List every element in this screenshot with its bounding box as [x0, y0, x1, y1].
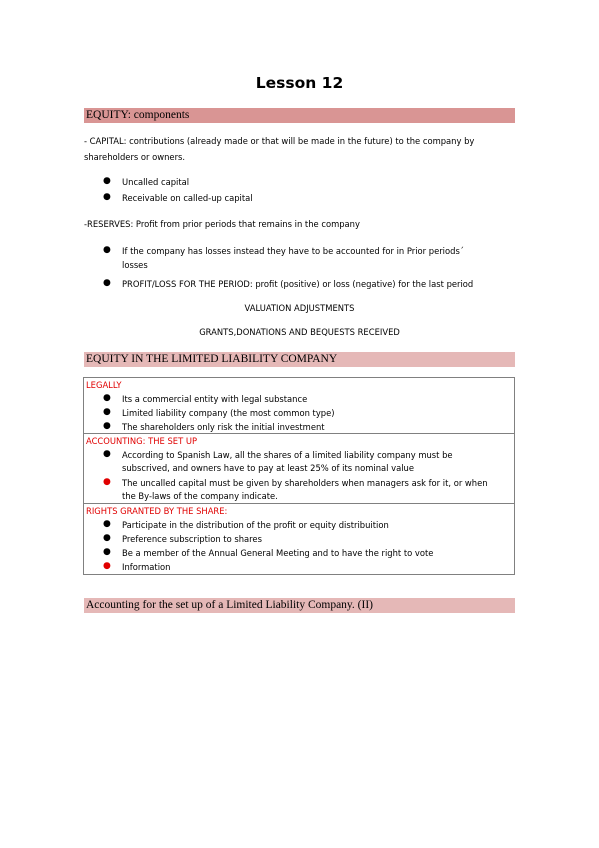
page-title: Lesson 12: [255, 74, 344, 92]
table-item: Limited liability company (the most common type): [122, 408, 335, 418]
bullet-icon: ●: [103, 561, 111, 571]
capital-item: Receivable on called-up capital: [122, 193, 253, 203]
table-item: Information: [122, 562, 171, 572]
capital-text-line1: - CAPITAL: contributions (already made or that will be made in the future) to the company by: [84, 136, 475, 146]
bullet-icon: ●: [103, 477, 111, 487]
table-item: Preference subscription to shares: [122, 534, 262, 544]
capital-item: Uncalled capital: [122, 177, 190, 187]
table-item: Be a member of the Annual General Meeting and to have the right to vote: [122, 548, 434, 558]
table-item: The shareholders only risk the initial investment: [122, 422, 325, 432]
bullet-icon: ●: [103, 449, 111, 459]
valuation-adjustments: VALUATION ADJUSTMENTS: [244, 303, 355, 313]
section-heading-equity-components: EQUITY: components: [84, 108, 515, 123]
bullet-icon: ●: [103, 407, 111, 417]
reserves-item-line2: losses: [122, 260, 148, 270]
table-divider: [83, 503, 515, 504]
table-label-accounting: ACCOUNTING: THE SET UP: [86, 436, 198, 446]
bullet-icon: ●: [103, 245, 111, 255]
table-item-line2: the By-laws of the company indicate.: [122, 491, 278, 501]
table-label-legally: LEGALLY: [86, 380, 122, 390]
bullet-icon: ●: [103, 421, 111, 431]
bullet-icon: ●: [103, 519, 111, 529]
bullet-icon: ●: [103, 278, 111, 288]
bullet-icon: ●: [103, 393, 111, 403]
section-heading-accounting-setup: Accounting for the set up of a Limited Liability Company. (II): [84, 598, 515, 613]
table-label-rights: RIGHTS GRANTED BY THE SHARE:: [86, 506, 228, 516]
table-item: Participate in the distribution of the profit or equity distribuition: [122, 520, 389, 530]
table-item-line1: According to Spanish Law, all the shares of a limited liability company must be: [122, 450, 453, 460]
reserves-text: -RESERVES: Profit from prior periods that remains in the company: [84, 219, 360, 229]
bullet-icon: ●: [103, 547, 111, 557]
reserves-item-profit-loss: PROFIT/LOSS FOR THE PERIOD: profit (positive) or loss (negative) for the last period: [122, 279, 474, 289]
section-heading-limited-liability: EQUITY IN THE LIMITED LIABILITY COMPANY: [84, 352, 515, 367]
table-item-line1: The uncalled capital must be given by shareholders when managers ask for it, or when: [122, 478, 488, 488]
bullet-icon: ●: [103, 533, 111, 543]
grants-donations: GRANTS,DONATIONS AND BEQUESTS RECEIVED: [199, 327, 400, 337]
table-item-line2: subscrived, and owners have to pay at least 25% of its nominal value: [122, 463, 415, 473]
bullet-icon: ●: [103, 192, 111, 202]
reserves-item-line1: If the company has losses instead they have to be accounted for in Prior periods´: [122, 246, 464, 256]
bullet-icon: ●: [103, 176, 111, 186]
capital-text-line2: shareholders or owners.: [84, 152, 186, 162]
table-item: Its a commercial entity with legal substance: [122, 394, 308, 404]
